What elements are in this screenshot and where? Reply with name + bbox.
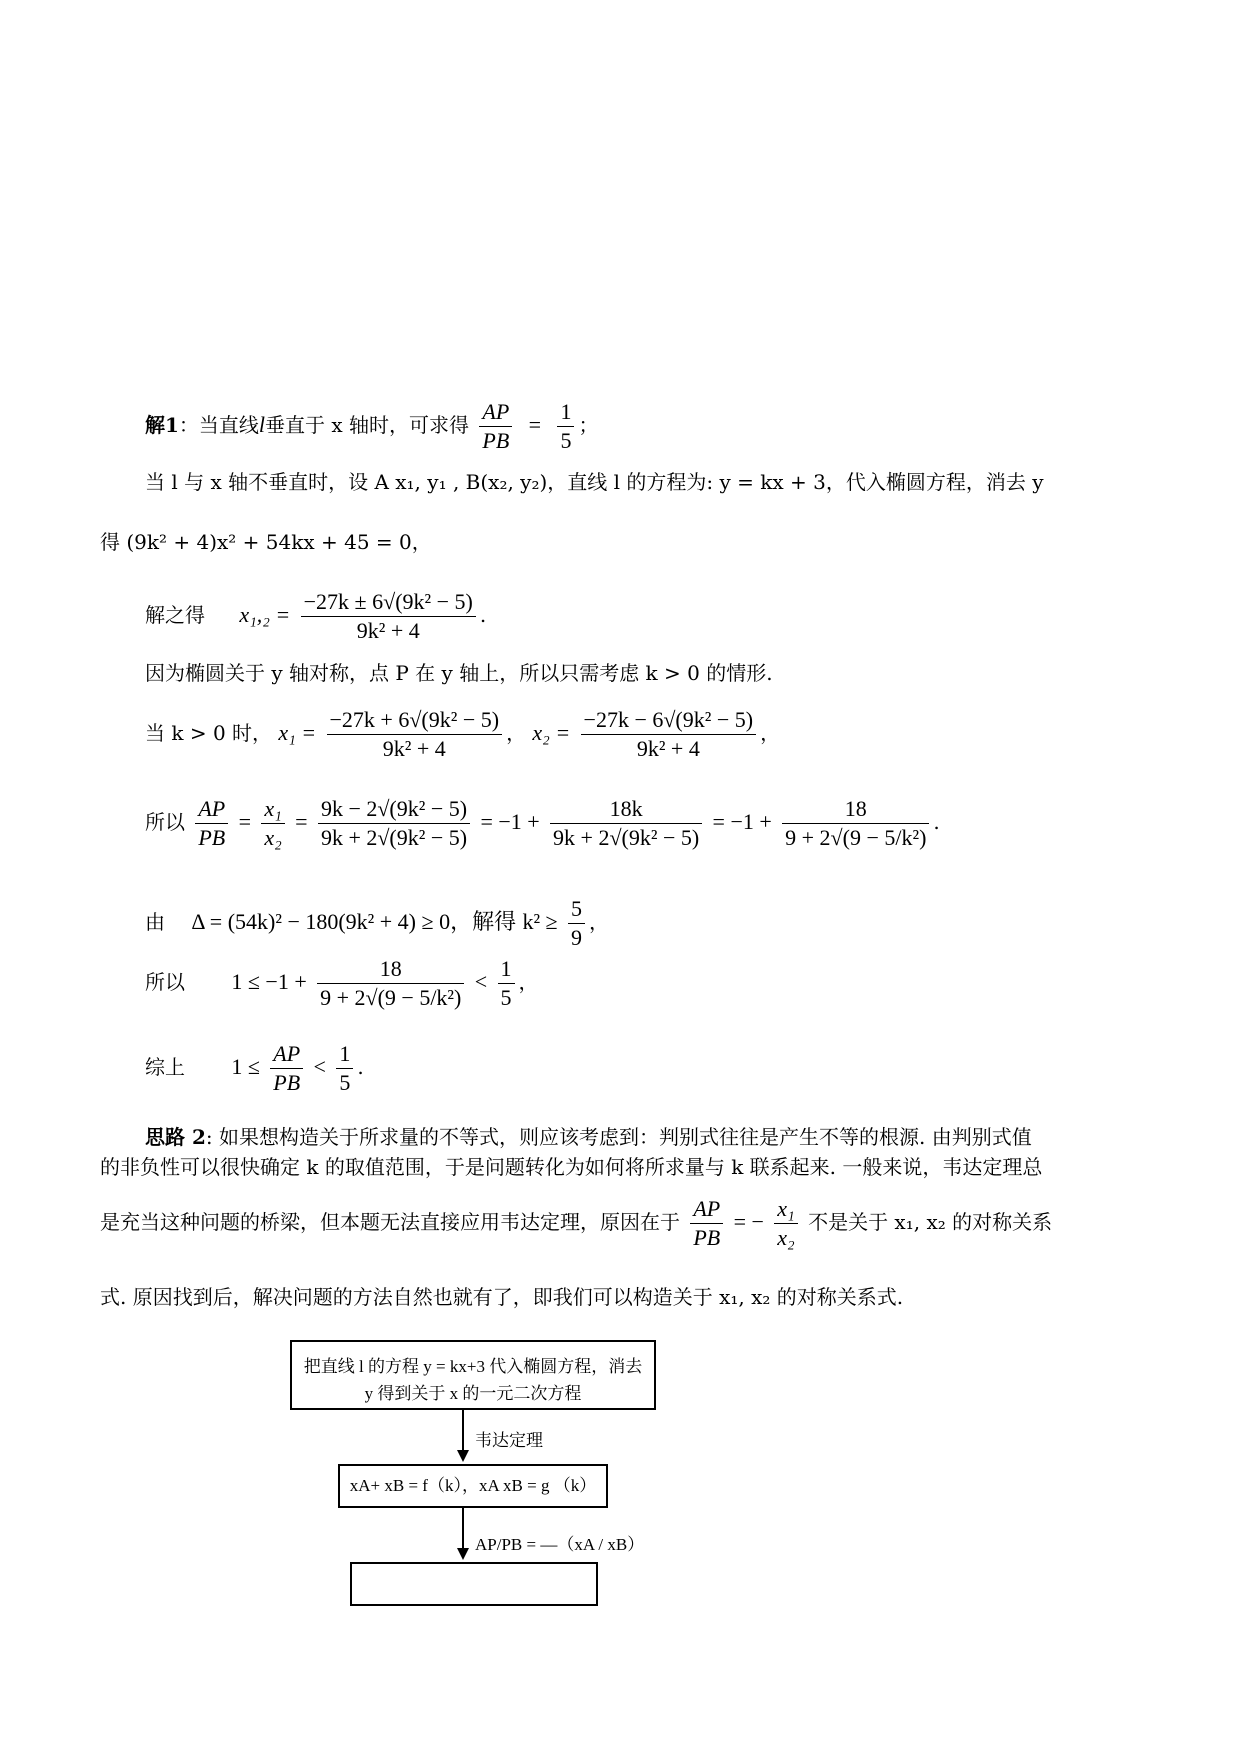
flow-label-vieta: 韦达定理 — [475, 1431, 543, 1450]
flow-arrow-1 — [462, 1408, 464, 1450]
x2-fraction: $\frac{\text{−27k − 6√(9k² − 5)}}{\text{9k² + 4}}$ — [581, 706, 757, 763]
idea2-line3: 是充当这种问题的桥梁，但本题无法直接应用韦达定理，原因在于 $\frac{AP}{PB}$ = − $\frac{\text{x₁}}{\text{x₂}}$ 不是关于 x₁, x₂ 的对称关系 — [100, 1196, 1053, 1250]
sol1-line6: 当 k > 0 时， x₁ = $\frac{\text{−27k + 6√(9k² − 5)}}{\text{9k² + 4}}$ ， x₂ = $\frac{\text{−27k − 6√(9k² − 5)}}{\text{9k² + 4}}$ ， — [145, 707, 781, 761]
flow-box-vieta: xA+ xB = f（k），xA xB = g （k） — [338, 1464, 608, 1508]
one-fifth-fraction: $\frac{1}{5}$ — [557, 398, 574, 455]
sol1-line4: 解之得 x₁,₂ = $\frac{\text{−27k ± 6√(9k² − 5)}}{\text{9k² + 4}}$ . — [145, 589, 487, 643]
arrow-down-icon — [457, 1548, 469, 1560]
sol1-line7: 所以 $\frac{AP}{PB}$ = $\frac{\text{x₁}}{\text{x₂}}$ = $\frac{\text{9k − 2√(9k² − 5)}}{\text{9k + 2√(9k² − 5)}}$ = −1 + $\frac{18k}{\text{9k + 2√(9k² − 5)}}$ = −1 + $\frac{18}{\text{9 + 2√(9 − 5/k²)}}$ . — [145, 796, 940, 850]
idea2-line2: 的非负性可以很快确定 k 的取值范围，于是问题转化为如何将所求量与 k 联系起来. 一般来说，韦达定理总 — [100, 1155, 1043, 1179]
idea2-line1: 思路 2: 如果想构造关于所求量的不等式，则应该考虑到：判别式往往是产生不等的根源. 由判别式值 — [145, 1125, 1032, 1149]
flow-box-substitute: 把直线 l 的方程 y = kx+3 代入椭圆方程，消去 y 得到关于 x 的一元二次方程 — [290, 1340, 656, 1410]
idea2-line4: 式. 原因找到后，解决问题的方法自然也就有了，即我们可以构造关于 x₁, x₂ 的对称关系式. — [100, 1285, 904, 1309]
x1-fraction: $\frac{\text{−27k + 6√(9k² − 5)}}{\text{9k² + 4}}$ — [327, 706, 503, 763]
sol1-line9: 所以 1 ≤ −1 + $\frac{18}{\text{9 + 2√(9 − 5/k²)}}$ < $\frac{1}{5}$ ， — [145, 956, 539, 1010]
sol1-line2: 当 l 与 x 轴不垂直时，设 A x₁, y₁ , B(x₂, y₂)，直线 l 的方程为: y = kx + 3，代入椭圆方程，消去 y — [145, 470, 1044, 494]
root-formula-fraction: $\frac{\text{−27k ± 6√(9k² − 5)}}{\text{9k² + 4}}$ — [301, 588, 476, 645]
idea2-heading: 思路 2 — [145, 1125, 206, 1149]
sol1-line10: 综上 1 ≤ $\frac{AP}{PB}$ < $\frac{1}{5}$ . — [145, 1041, 364, 1095]
flow-label-ratio: AP/PB = —（xA / xB） — [475, 1535, 645, 1554]
sol1-line5: 因为椭圆关于 y 轴对称，点 P 在 y 轴上，所以只需考虑 k > 0 的情形. — [145, 661, 773, 685]
sol1-line3: 得 (9k² + 4)x² + 54kx + 45 = 0， — [100, 530, 432, 554]
sol1-heading: 解1 — [145, 413, 179, 437]
sol1-line1: 解1：当直线l垂直于 x 轴时，可求得 $\frac{AP}{PB}$ = $\frac{1}{5}$ ； — [145, 399, 599, 453]
flow-box-next — [350, 1562, 598, 1606]
flow-arrow-2 — [462, 1506, 464, 1548]
arrow-down-icon — [457, 1450, 469, 1462]
ratio-fraction: $\frac{AP}{PB}$ — [479, 398, 512, 455]
sol1-line8: 由 Δ = (54k)² − 180(9k² + 4) ≥ 0，解得 k² ≥ $\frac{5}{9}$ ， — [145, 896, 609, 950]
